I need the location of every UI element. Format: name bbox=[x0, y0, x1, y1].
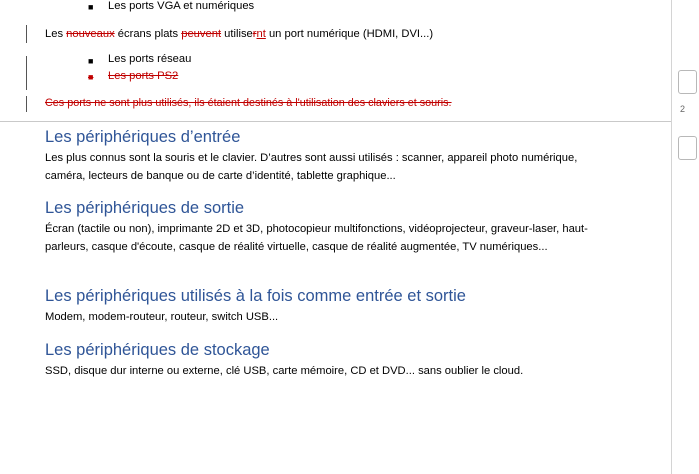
body-stockage[interactable]: SSD, disque dur interne ou externe, clé USB, carte mémoire, CD et DVD... sans oublier le cloud. bbox=[45, 365, 524, 377]
heading-entree[interactable]: Les périphériques d’entrée bbox=[45, 128, 241, 146]
comments-pane bbox=[671, 0, 699, 474]
page-number: 2 bbox=[680, 104, 686, 114]
inserted-letters: nt bbox=[256, 28, 266, 40]
text-run: Les bbox=[45, 28, 67, 40]
text-run: un port numérique (HDMI, DVI...) bbox=[265, 28, 434, 40]
deleted-word: peuvent bbox=[181, 28, 222, 40]
heading-stockage[interactable]: Les périphériques de stockage bbox=[45, 341, 270, 359]
bullet-reseau[interactable]: Les ports réseau bbox=[108, 53, 192, 65]
deleted-sentence[interactable]: Ces ports ne sont plus utilisés, ils étaient destinés à l'utilisation des claviers et souris. bbox=[45, 97, 452, 109]
deleted-letter: r bbox=[252, 28, 257, 40]
bullet-ps2-deleted[interactable]: Les ports PS2 bbox=[108, 70, 179, 82]
bullet-marker: ■ bbox=[88, 56, 94, 66]
text-run: utilise bbox=[221, 28, 253, 40]
body-entree-sortie[interactable]: Modem, modem-routeur, routeur, switch USB... bbox=[45, 311, 279, 323]
bullet-marker: ■ bbox=[88, 2, 94, 12]
tracked-line[interactable] bbox=[45, 27, 433, 42]
bullet-marker-deleted: ■ bbox=[88, 72, 94, 82]
text-run: écrans plats bbox=[114, 28, 182, 40]
change-bar bbox=[26, 56, 27, 90]
change-bar bbox=[26, 96, 27, 112]
body-entree[interactable]: Les plus connus sont la souris et le clavier. D’autres sont aussi utilisés : scanner, appareil photo numérique, caméra, lecteurs de banque ou de carte d’identité, tablette graphique... bbox=[45, 152, 578, 182]
heading-sortie[interactable]: Les périphériques de sortie bbox=[45, 199, 245, 217]
bullet-vga[interactable]: Les ports VGA et numériques bbox=[108, 0, 255, 12]
body-sortie[interactable]: Écran (tactile ou non), imprimante 2D et 3D, photocopieur multifonctions, vidéoprojecteur, graveur-laser, haut-parleurs, casque d'écoute, casque de réalité virtuelle, casque de réalité augmentée, TV numériques... bbox=[45, 223, 588, 253]
change-bar bbox=[26, 25, 27, 43]
comment-box[interactable] bbox=[678, 136, 697, 160]
deleted-word: nouveaux bbox=[66, 28, 115, 40]
comment-box[interactable] bbox=[678, 70, 697, 94]
page-break bbox=[0, 121, 671, 122]
heading-entree-sortie[interactable]: Les périphériques utilisés à la fois comme entrée et sortie bbox=[45, 287, 466, 305]
